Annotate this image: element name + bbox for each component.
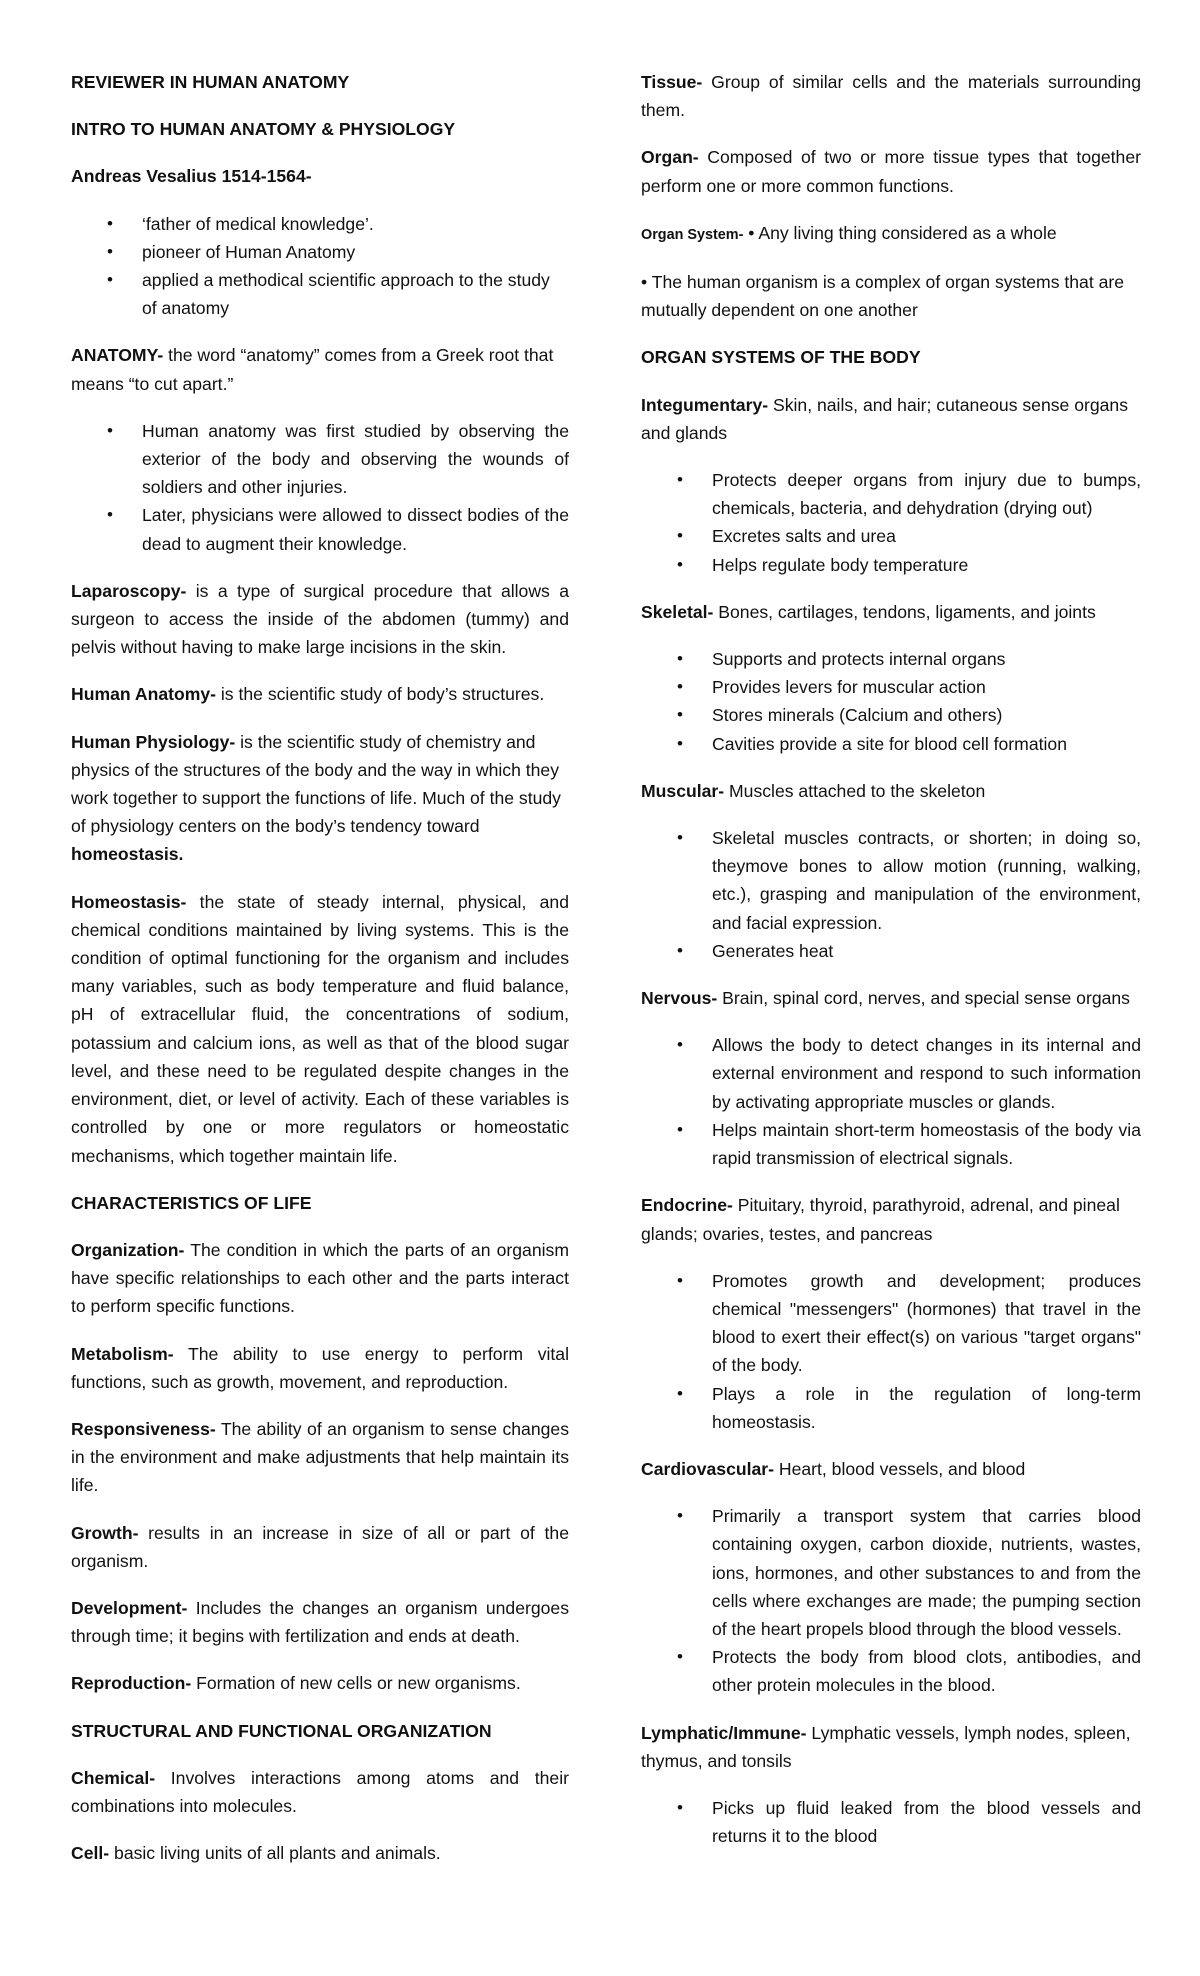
list-item: • Skeletal muscles contracts, or shorten; in doing so, theymove bones to allow motion (running, walking, etc.), grasping and manipulation of the environment, and facial expression. xyxy=(641,824,1141,937)
term-label: Muscular- xyxy=(641,780,725,801)
cell-definition xyxy=(71,1839,569,1867)
list-item: • Picks up fluid leaked from the blood vessels and returns it to the blood xyxy=(641,1794,1141,1850)
definition-text: basic living units of all plants and animals. xyxy=(109,1843,441,1864)
term-label: Chemical- xyxy=(71,1767,156,1788)
term-label: Homeostasis- xyxy=(71,891,187,912)
term-label: Skeletal- xyxy=(641,601,714,622)
list-item: • Primarily a transport system that carries blood containing oxygen, carbon dioxide, nutrients, wastes, ions, hormones, and other substances to and from the cells where exchanges are made; the pumping section of the heart propels blood through the blood vessels. xyxy=(641,1502,1141,1643)
definition-text: the state of steady internal, physical, and chemical conditions maintained by living systems. This is the condition of optimal functioning for the organism and includes many variables, such as body temperature and fluid balance, pH of extracellular fluid, the concentrations of sodium, potassium and calcium ions, as well as that of the blood sugar level, and these need to be regulated despite changes in the environment, diet, or level of activity. Each of these variables is controlled by one or more regulators or homeostatic mechanisms, which together maintain life. xyxy=(71,891,569,1166)
right-column xyxy=(641,68,1141,1869)
term-label: Development- xyxy=(71,1597,188,1618)
homeostasis-definition xyxy=(71,888,569,1170)
definition-text: results in an increase in size of all or part of the organism. xyxy=(71,1522,569,1571)
term-label: Cardiovascular- xyxy=(641,1458,774,1479)
organism-statement: • The human organism is a complex of organ systems that are mutually dependent on one another xyxy=(641,272,1125,321)
anatomy-definition xyxy=(71,341,569,397)
definition-text: Formation of new cells or new organisms. xyxy=(191,1673,521,1694)
definition-text: is a type of surgical procedure that allows a surgeon to access the inside of the abdomen (tummy) and pelvis without having to make large incisions in the skin. xyxy=(71,580,569,658)
definition-text: The ability of an organism to sense changes in the environment and make adjustments that help maintain its life. xyxy=(71,1418,569,1496)
definition-text: Skin, nails, and hair; cutaneous sense organs and glands xyxy=(641,394,1129,443)
skeletal-list xyxy=(641,645,1141,758)
definition-text: is the scientific study of body’s structures. xyxy=(216,684,545,705)
list-item: • applied a methodical scientific approach to the study of anatomy xyxy=(71,266,569,322)
term-label: Nervous- xyxy=(641,988,718,1009)
term-label: Organization- xyxy=(71,1239,185,1260)
muscular-definition xyxy=(641,777,1141,805)
list-item: • Later, physicians were allowed to dissect bodies of the dead to augment their knowledge. xyxy=(71,501,569,557)
tissue-definition xyxy=(641,68,1141,124)
list-item: • Human anatomy was first studied by observing the exterior of the body and observing the wounds of soldiers and other injuries. xyxy=(71,417,569,502)
vesalius-heading: Andreas Vesalius 1514-1564- xyxy=(71,166,312,187)
term-label: Integumentary- xyxy=(641,394,769,415)
term-label: Laparoscopy- xyxy=(71,580,187,601)
definition-text: Composed of two or more tissue types that together perform one or more common functions. xyxy=(641,147,1141,196)
integumentary-definition xyxy=(641,391,1141,447)
anatomy-list xyxy=(71,417,569,558)
definition-text: Heart, blood vessels, and blood xyxy=(773,1458,1026,1479)
document-title: REVIEWER IN HUMAN ANATOMY xyxy=(71,72,350,92)
endocrine-definition xyxy=(641,1191,1141,1247)
definition-text: The ability to use energy to perform vital functions, such as growth, movement, and reproduction. xyxy=(71,1343,569,1392)
term-label: Reproduction- xyxy=(71,1673,192,1694)
term-label: ANATOMY- xyxy=(71,345,164,366)
development-definition xyxy=(71,1594,569,1650)
list-item: • Supports and protects internal organs xyxy=(641,645,1141,673)
term-label: Organ System- xyxy=(641,226,744,243)
term-label: Organ- xyxy=(641,147,699,168)
list-item: • Protects the body from blood clots, antibodies, and other protein molecules in the blood. xyxy=(641,1643,1141,1699)
definition-text: • Any living thing considered as a whole xyxy=(743,222,1057,243)
endocrine-list xyxy=(641,1267,1141,1436)
term-label: Cell- xyxy=(71,1843,110,1864)
skeletal-definition xyxy=(641,598,1141,626)
lymphatic-list xyxy=(641,1794,1141,1850)
reproduction-definition xyxy=(71,1669,569,1697)
responsiveness-definition xyxy=(71,1415,569,1500)
list-item: • Excretes salts and urea xyxy=(641,522,1141,550)
list-item: • Plays a role in the regulation of long-term homeostasis. xyxy=(641,1380,1141,1436)
term-label: Human Physiology- xyxy=(71,731,236,752)
chemical-definition xyxy=(71,1764,569,1820)
definition-text: Bones, cartilages, tendons, ligaments, and joints xyxy=(713,601,1096,622)
growth-definition xyxy=(71,1519,569,1575)
definition-text: Muscles attached to the skeleton xyxy=(724,780,986,801)
section-heading-structural: STRUCTURAL AND FUNCTIONAL ORGANIZATION xyxy=(71,1720,492,1741)
nervous-list xyxy=(641,1031,1141,1172)
list-item: • ‘father of medical knowledge’. xyxy=(71,210,569,238)
section-heading-organ-systems: ORGAN SYSTEMS OF THE BODY xyxy=(641,347,921,368)
term-label: Growth- xyxy=(71,1522,139,1543)
term-label: Endocrine- xyxy=(641,1195,733,1216)
vesalius-list xyxy=(71,210,569,323)
list-item: • Helps regulate body temperature xyxy=(641,551,1141,579)
definition-text: The condition in which the parts of an organism have specific relationships to each other and the parts interact to perform specific functions. xyxy=(71,1239,569,1317)
emphasis-text: homeostasis. xyxy=(71,844,184,865)
nervous-definition xyxy=(641,984,1141,1012)
definition-text: Brain, spinal cord, nerves, and special sense organs xyxy=(717,988,1130,1009)
cardiovascular-list xyxy=(641,1502,1141,1699)
organ-system-definition xyxy=(641,219,1141,249)
cardiovascular-definition xyxy=(641,1455,1141,1483)
integumentary-list xyxy=(641,466,1141,579)
laparoscopy-definition xyxy=(71,577,569,662)
metabolism-definition xyxy=(71,1340,569,1396)
left-column xyxy=(71,68,569,1886)
list-item: • Stores minerals (Calcium and others) xyxy=(641,701,1141,729)
term-label: Lymphatic/Immune- xyxy=(641,1722,807,1743)
definition-text: the word “anatomy” comes from a Greek root that means “to cut apart.” xyxy=(71,345,554,394)
organization-definition xyxy=(71,1236,569,1321)
definition-text: is the scientific study of chemistry and physics of the structures of the body and the way in which they work together to support the functions of life. Much of the study of physiology centers on the body’s tendency toward xyxy=(71,731,561,837)
term-label: Tissue- xyxy=(641,72,703,92)
section-heading-intro: INTRO TO HUMAN ANATOMY & PHYSIOLOGY xyxy=(71,119,456,140)
term-label: Human Anatomy- xyxy=(71,684,216,705)
definition-text: Includes the changes an organism undergoes through time; it begins with fertilization and ends at death. xyxy=(71,1597,569,1647)
human-physiology-definition xyxy=(71,728,569,869)
list-item: • Allows the body to detect changes in its internal and external environment and respond to such information by activating appropriate muscles or glands. xyxy=(641,1031,1141,1116)
list-item: • Promotes growth and development; produces chemical "messengers" (hormones) that travel in the blood to exert their effect(s) on various "target organs" of the body. xyxy=(641,1267,1141,1380)
section-heading-characteristics: CHARACTERISTICS OF LIFE xyxy=(71,1192,312,1213)
list-item: • Protects deeper organs from injury due to bumps, chemicals, bacteria, and dehydration (drying out) xyxy=(641,466,1141,522)
list-item: • Cavities provide a site for blood cell formation xyxy=(641,730,1141,758)
definition-text: Involves interactions among atoms and their combinations into molecules. xyxy=(71,1767,569,1816)
lymphatic-definition xyxy=(641,1719,1141,1775)
list-item: • Generates heat xyxy=(641,937,1141,965)
definition-text: Pituitary, thyroid, parathyroid, adrenal, and pineal glands; ovaries, testes, and pancreas xyxy=(641,1195,1120,1244)
organ-definition xyxy=(641,143,1141,199)
term-label: Responsiveness- xyxy=(71,1418,216,1439)
definition-text: Group of similar cells and the materials surrounding them. xyxy=(641,72,1141,121)
term-label: Metabolism- xyxy=(71,1343,174,1364)
list-item: • Helps maintain short-term homeostasis of the body via rapid transmission of electrical signals. xyxy=(641,1116,1141,1172)
human-anatomy-definition xyxy=(71,680,569,708)
muscular-list xyxy=(641,824,1141,965)
definition-text: Lymphatic vessels, lymph nodes, spleen, thymus, and tonsils xyxy=(641,1722,1131,1771)
list-item: • Provides levers for muscular action xyxy=(641,673,1141,701)
list-item: • pioneer of Human Anatomy xyxy=(71,238,569,266)
